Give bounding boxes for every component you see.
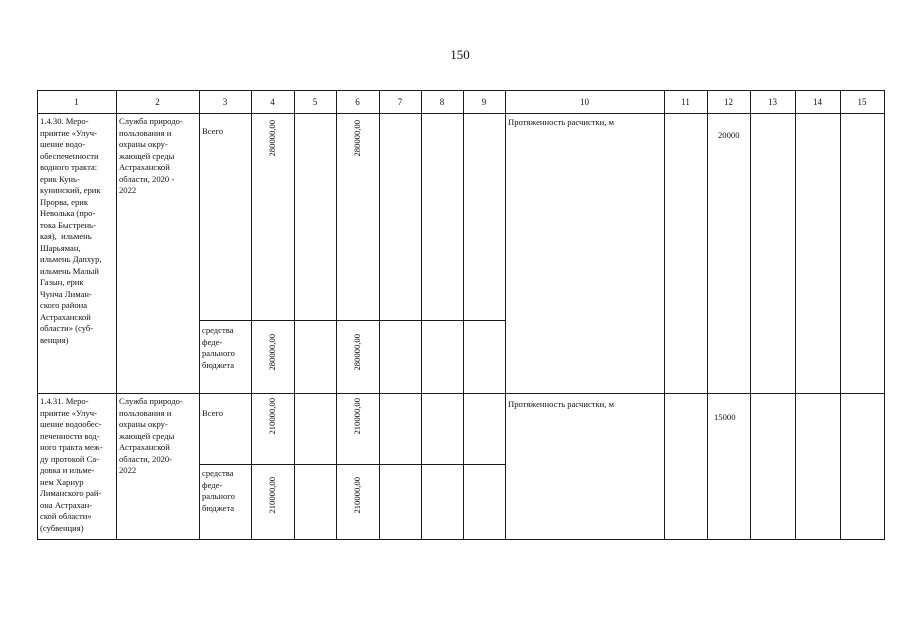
- funding-total-label: Всего: [202, 408, 224, 418]
- col-line: [884, 90, 885, 540]
- funding-federal-col6: 210000,00: [352, 477, 362, 514]
- col-line: [707, 90, 708, 540]
- col-line: [840, 90, 841, 540]
- executor-cell: Служба природо- пользования и охраны окру- жающей среды Астраханской области, 2020- 2022: [119, 396, 183, 475]
- column-header: 13: [768, 97, 777, 107]
- column-header: 8: [439, 97, 445, 107]
- column-header: 3: [222, 97, 228, 107]
- row1-sub-divider: [199, 320, 505, 321]
- funding-federal-col4: 280000,00: [267, 334, 277, 371]
- table-border-bottom: [37, 539, 885, 540]
- funding-total-col4: 210000,00: [267, 398, 277, 435]
- row2-sub-divider: [199, 464, 505, 465]
- column-header: 11: [681, 97, 690, 107]
- col-line: [37, 90, 38, 540]
- column-header: 10: [580, 97, 589, 107]
- measure-cell: 1.4.31. Меро- приятие «Улуч- шение водообес- печенности вод- ного тракта меж- ду протокой Са- довка и ильме- нем Харнур Лиманского рай- она Астрахан- ской области» (субвенция): [40, 396, 103, 533]
- column-header: 7: [397, 97, 403, 107]
- col-line: [664, 90, 665, 540]
- funding-federal-col6: 280000,00: [352, 334, 362, 371]
- column-header: 4: [270, 97, 275, 107]
- col-line: [750, 90, 751, 540]
- col-line: [795, 90, 796, 540]
- column-header: 9: [481, 97, 487, 107]
- target-value: 15000: [714, 412, 736, 422]
- column-header: 2: [155, 97, 160, 107]
- funding-total-col6: 280000,00: [352, 120, 362, 157]
- col-line: [421, 90, 422, 540]
- col-line: [463, 90, 464, 540]
- col-line: [336, 90, 337, 540]
- funding-federal-col4: 210000,00: [267, 477, 277, 514]
- executor-cell: Служба природо- пользования и охраны окру- жающей среды Астраханской области, 2020 - 2022: [119, 116, 183, 195]
- indicator-cell: Протяженность расчистки, м: [508, 117, 615, 127]
- column-header: 6: [355, 97, 360, 107]
- col-line: [199, 90, 200, 540]
- funding-total-col6: 210000,00: [352, 398, 362, 435]
- funding-total-label: Всего: [202, 126, 224, 136]
- column-header: 12: [724, 97, 733, 107]
- col-line: [379, 90, 380, 540]
- indicator-cell: Протяженность расчистки, м: [508, 399, 615, 409]
- column-header: 15: [857, 97, 867, 107]
- funding-federal-label: средства феде- рального бюджета: [202, 468, 235, 513]
- funding-federal-label: средства феде- рального бюджета: [202, 325, 235, 370]
- column-header: 14: [813, 97, 822, 107]
- col-line: [116, 90, 117, 540]
- col-line: [505, 90, 506, 540]
- target-value: 20000: [718, 130, 740, 140]
- page-number: 150: [450, 47, 470, 62]
- funding-total-col4: 280000,00: [267, 120, 277, 157]
- measure-cell: 1.4.30. Меро- приятие «Улуч- шение водо- обеспеченности водного тракта: ерик Кунь- кунинский, ерик Прорва, ерик Неволька (про- тока Быстрень- кая), ильмень Шарьяман, ильмень Дапхур, ильмень Малый Газын, ерик Чунча Лиман- ского района Астраханской области» (суб- венция): [40, 116, 102, 345]
- column-header: 5: [312, 97, 318, 107]
- col-line: [251, 90, 252, 540]
- header-divider: [37, 113, 885, 114]
- col-line: [294, 90, 295, 540]
- column-header: 1: [74, 97, 79, 107]
- row-divider: [37, 393, 885, 394]
